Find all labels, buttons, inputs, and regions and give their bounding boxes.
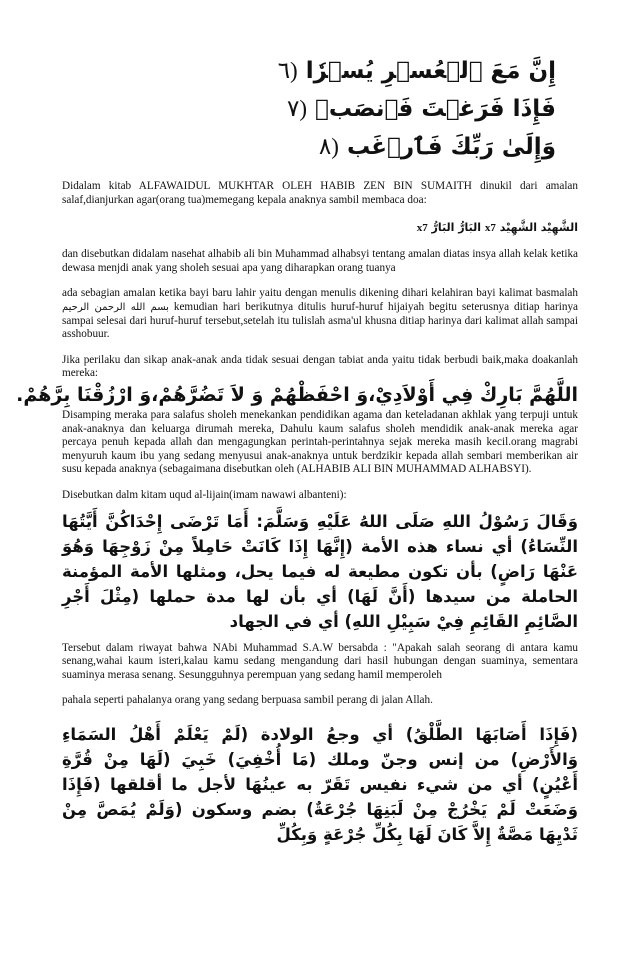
paragraph-salafus: Disamping meraka para salafus sholeh menekankan pendidikan agama dan keteladanan akhlak yang terpuji untuk anak-anaknya dan keluarga dirumah mereka, Dahulu kaum salafus sholeh mendidik anak-anak mereka agar percaya penuh kepada allah dan mengagungkan perintah-perintahnya sejak mereka masih kecil.orang magrabi menyuruh kaum ibu yang sedang menyusui anak-anaknya untuk berdzikir kepada allah sembari memberikan air susu kepada anaknya (sebagaimana disebutkan oleh (ALHABIB ALI BIN MUHAMMAD ALHABSYI).	[62, 408, 578, 476]
paragraph-kitab: Disebutkan dalm kitam uqud al-lijain(imam nawawi albanteni):	[62, 488, 347, 501]
verse-text: فَإِذَا فَرَغۡتَ فَٱنصَبۡ	[315, 96, 556, 122]
text-before: ada sebagian amalan ketika bayi baru lahir yaitu dengan menulis dikening dihari kelahiran bayi kalimat basmalah	[62, 287, 578, 300]
paragraph-basmalah	[62, 287, 578, 341]
verse-number: (٧	[287, 96, 308, 121]
verse-7	[62, 90, 556, 128]
paragraph-intro: Didalam kitab ALFAWAIDUL MUKHTAR OLEH HABIB ZEN BIN SUMAITH dinukil dari amalan salaf,dianjurkan agar(orang tua)memegang kepala anaknya sambil membaca doa:	[62, 180, 578, 206]
doa-text: الشَّهِيْد الشَّهِيْد	[499, 221, 578, 235]
paragraph-pahala: pahala seperti pahalanya orang yang sedang berpuasa sambil perang di jalan Allah.	[62, 694, 433, 707]
paragraph-riwayat: Tersebut dalam riwayat bahwa NAbi Muhammad S.A.W bersabda : "Apakah salah seorang di antara kamu senang,wahai kaum isteri,kalau kamu sedang mengandung dari hasil hubungan dengan suaminya, sementara suaminya merasa senang. Sesungguhnya perempuan yang sedang hamil memperoleh	[62, 641, 578, 681]
doa-forehead	[62, 221, 578, 234]
paragraph-doakan: Jika perilaku dan sikap anak-anak anda tidak sesuai dengan tabiat anda yaitu tidak berbudi baik,maka doakanlah mereka:	[62, 353, 578, 380]
verse-text: إِنَّ مَعَ ٱلۡعُسۡرِ يُسۡرٗا	[305, 58, 556, 84]
repeat-count: x7	[416, 222, 428, 235]
verse-8	[62, 128, 556, 166]
basmalah-text: بسم الله الرحمن الرحيم	[62, 301, 169, 313]
hadith-arabic-1: وَقَالَ رَسُوْلُ اللهِ صَلَى اللهُ عَلَيْهِ وَسَلَّمَ: أَمَا تَرْضَى إِحْدَاكُنَّ أَيَّتُهَا النِّسَاءُ) أي نساء هذه الأمة (إِنَّهَا إِذَا كَانَتْ حَامِلاً مِنْ زَوْجِهَا وَهُوَ عَنْهَا رَاضٍ) بأن تكون مطيعة له فيما يحل، ومثلها الأمة المؤمنة الحاملة من سيدها (أَنَّ لَهَا) أي بأن لها مدة حملها (مِثْلَ أَجْرِ الصَّائِمِ القَائِمِ فِيْ سَبِيْلِ اللهِ) أي في الجهاد	[62, 511, 578, 631]
verse-6	[62, 52, 556, 90]
doa-children: اللَّهُمَّ بَارِكْ فِي أَوْلاَدِيْ،وَ احْفَظْهُمْ وَ لاَ تَضُرَّهُمْ،وَ ارْزُقْنَا بِرَّهُمْ.	[16, 383, 578, 406]
paragraph-nasehat: dan disebutkan didalam nasehat alhabib ali bin Muhammad alhabsyi tentang amalan diatas insya allah kelak ketika dewasa menjdi anak yang sholeh sesuai apa yang diharapkan orang tuanya	[62, 248, 578, 274]
verse-number: (٨	[318, 134, 339, 159]
quran-verses	[62, 52, 578, 166]
verse-number: (٦	[277, 58, 298, 83]
verse-text: وَإِلَىٰ رَبِّكَ فَٱرۡغَب	[346, 134, 556, 160]
doa-text: البَارُّ البَارُّ	[431, 221, 482, 235]
repeat-count: x7	[484, 222, 496, 235]
document-page	[16, 52, 579, 847]
hadith-arabic-2: (فَإِذَا أَصَابَهَا الطَّلْقُ) أي وجعُ الولادة (لَمْ يَعْلَمْ أَهْلُ السَمَاءِ وَالأَرْضِ) من إنس وجنّ وملك (مَا أُخْفِيَ) خَبِيَ (لَهَا مِنْ قُرَّةِ أَعْيُنٍ) أي من شيء نفيس تَقَرّ به عينُهَا لأجل ما أقلقها (فَإِذَا وَضَعَتْ لَمْ يَخْرُجْ مِنْ لَبَنِهَا جُرْعَةٌ) بضم وسكون (وَلَمْ يُمَصَّ مِنْ ثَدْيِهَا مَصَّةٌ إِلاَّ كَانَ لَهَا بِكُلِّ جُرْعَةٍ وَبِكُلِّ	[62, 724, 578, 844]
text-after: kemudian hari berikutnya ditulis huruf-huruf hijaiyah begitu seterusnya ditiap harinya sampai selesai dari huruf-huruf tersebut,setelah itu tulislah asma'ul khusna ditiap harinya dari kalimat allah sampai asshobuur.	[62, 300, 579, 341]
